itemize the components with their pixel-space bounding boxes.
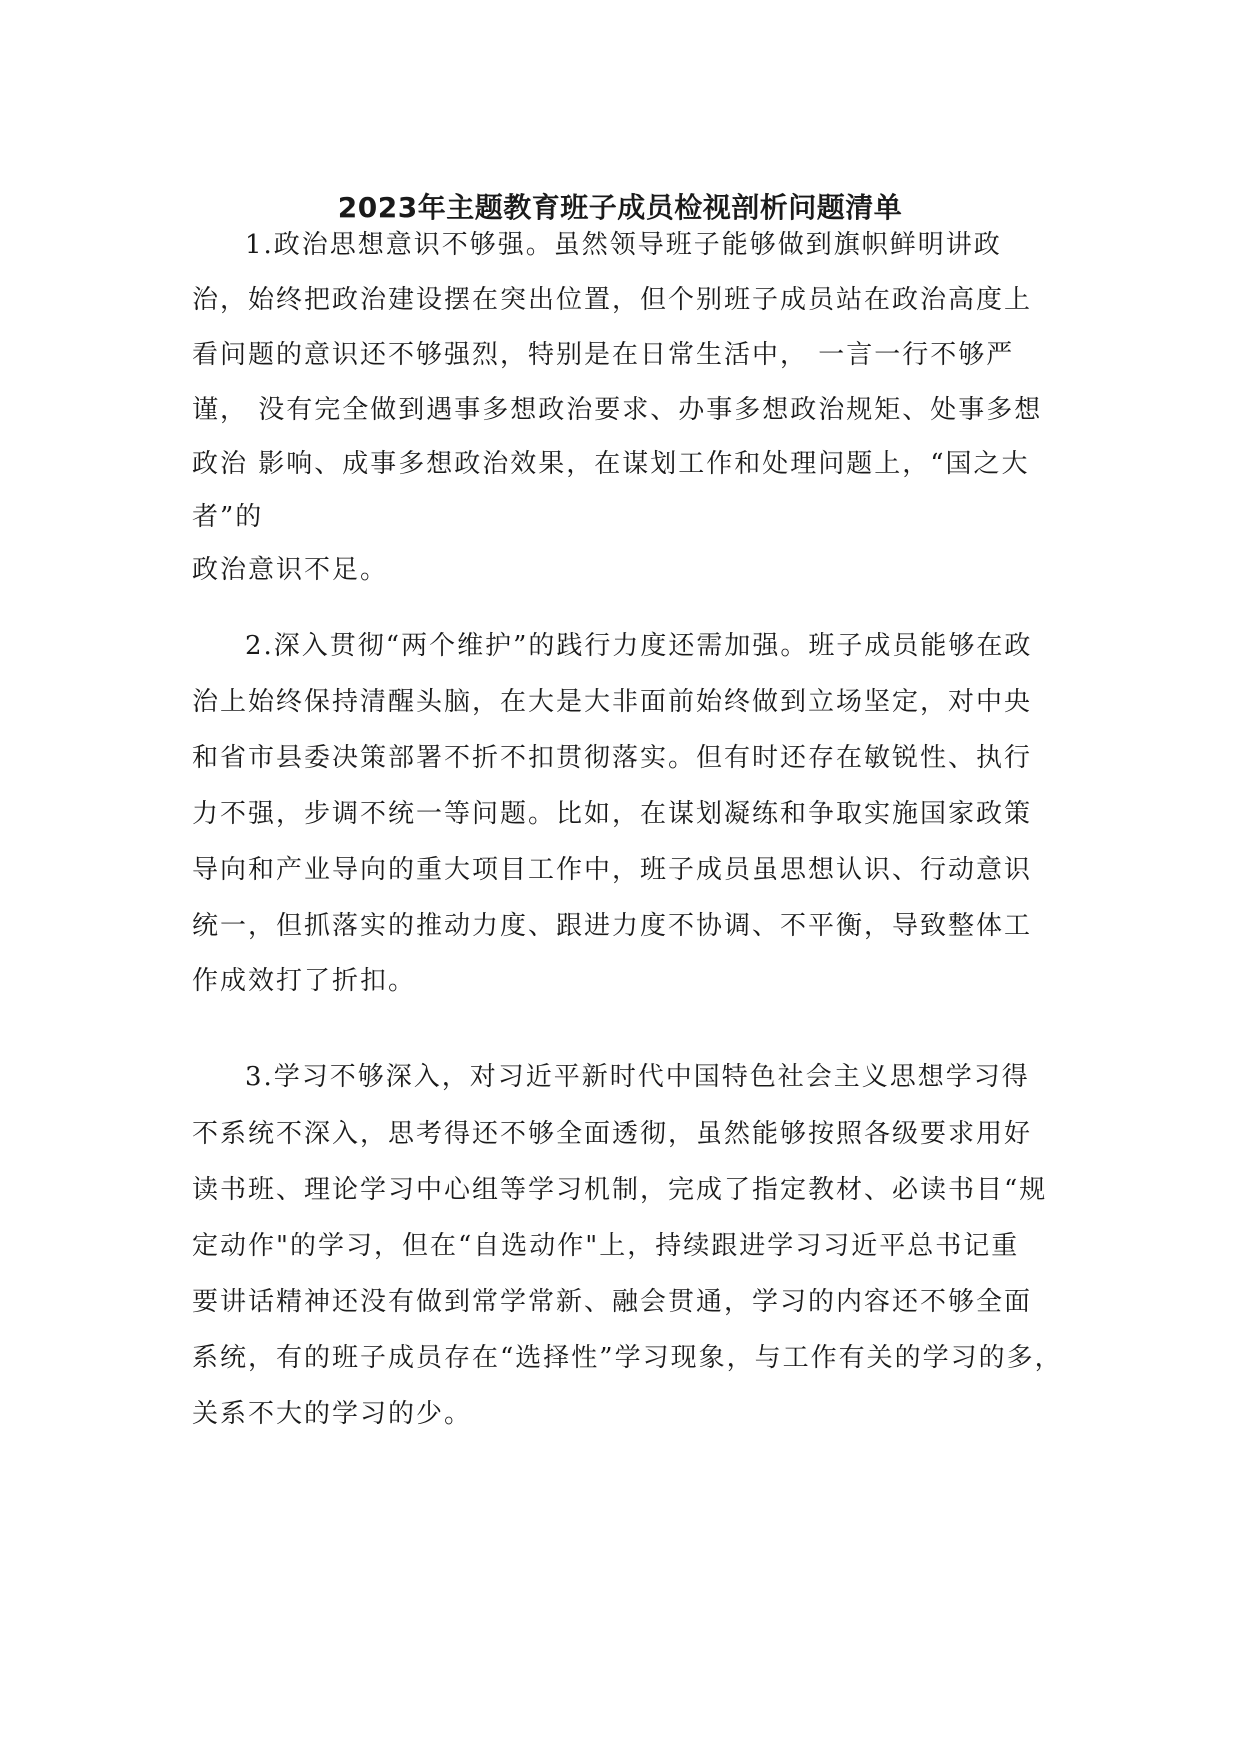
paragraph-3-line-5: 要讲话精神还没有做到常学常新、融会贯通，学习的内容还不够全面	[192, 1287, 1033, 1317]
paragraph-1-line-5: 政治 影响、成事多想政治效果，在谋划工作和处理问题上，“国之大	[192, 449, 1030, 479]
paragraph-1-line-1: 1.政治思想意识不够强。虽然领导班子能够做到旗帜鲜明讲政	[245, 230, 1002, 260]
paragraph-1-line-3: 看问题的意识还不够强烈，特别是在日常生活中， 一言一行不够严	[192, 340, 1015, 370]
paragraph-1-line-2: 治，始终把政治建设摆在突出位置，但个别班子成员站在政治高度上	[192, 285, 1033, 315]
paragraph-3-line-4: 定动作"的学习，但在“自选动作"上，持续跟进学习习近平总书记重	[192, 1231, 1020, 1261]
paragraph-2-line-4: 力不强，步调不统一等问题。比如，在谋划凝练和争取实施国家政策	[192, 799, 1033, 829]
paragraph-2-line-5: 导向和产业导向的重大项目工作中，班子成员虽思想认识、行动意识	[192, 855, 1033, 885]
paragraph-2-line-7: 作成效打了折扣。	[192, 966, 417, 996]
paragraph-2-line-2: 治上始终保持清醒头脑，在大是大非面前始终做到立场坚定，对中央	[192, 687, 1033, 717]
paragraph-1-line-6: 者”的	[192, 502, 264, 532]
paragraph-3-line-2: 不系统不深入，思考得还不够全面透彻，虽然能够按照各级要求用好	[192, 1119, 1033, 1149]
paragraph-1-line-4: 谨， 没有完全做到遇事多想政治要求、办事多想政治规矩、处事多想	[192, 395, 1043, 425]
paragraph-2-line-3: 和省市县委决策部署不折不扣贯彻落实。但有时还存在敏锐性、执行	[192, 743, 1033, 773]
document-title: 2023年主题教育班子成员检视剖析问题清单	[337, 191, 903, 224]
paragraph-2-line-1: 2.深入贯彻“两个维护”的践行力度还需加强。班子成员能够在政	[245, 631, 1033, 661]
paragraph-3-line-1: 3.学习不够深入，对习近平新时代中国特色社会主义思想学习得	[245, 1062, 1030, 1092]
paragraph-1-line-7: 政治意识不足。	[192, 555, 389, 585]
paragraph-3-line-7: 关系不大的学习的少。	[192, 1399, 473, 1429]
paragraph-3-line-6: 系统，有的班子成员存在“选择性”学习现象，与工作有关的学习的多，	[192, 1343, 1063, 1373]
paragraph-2-line-6: 统一，但抓落实的推动力度、跟进力度不协调、不平衡，导致整体工	[192, 911, 1033, 941]
paragraph-3-line-3: 读书班、理论学习中心组等学习机制，完成了指定教材、必读书目“规	[192, 1175, 1048, 1205]
